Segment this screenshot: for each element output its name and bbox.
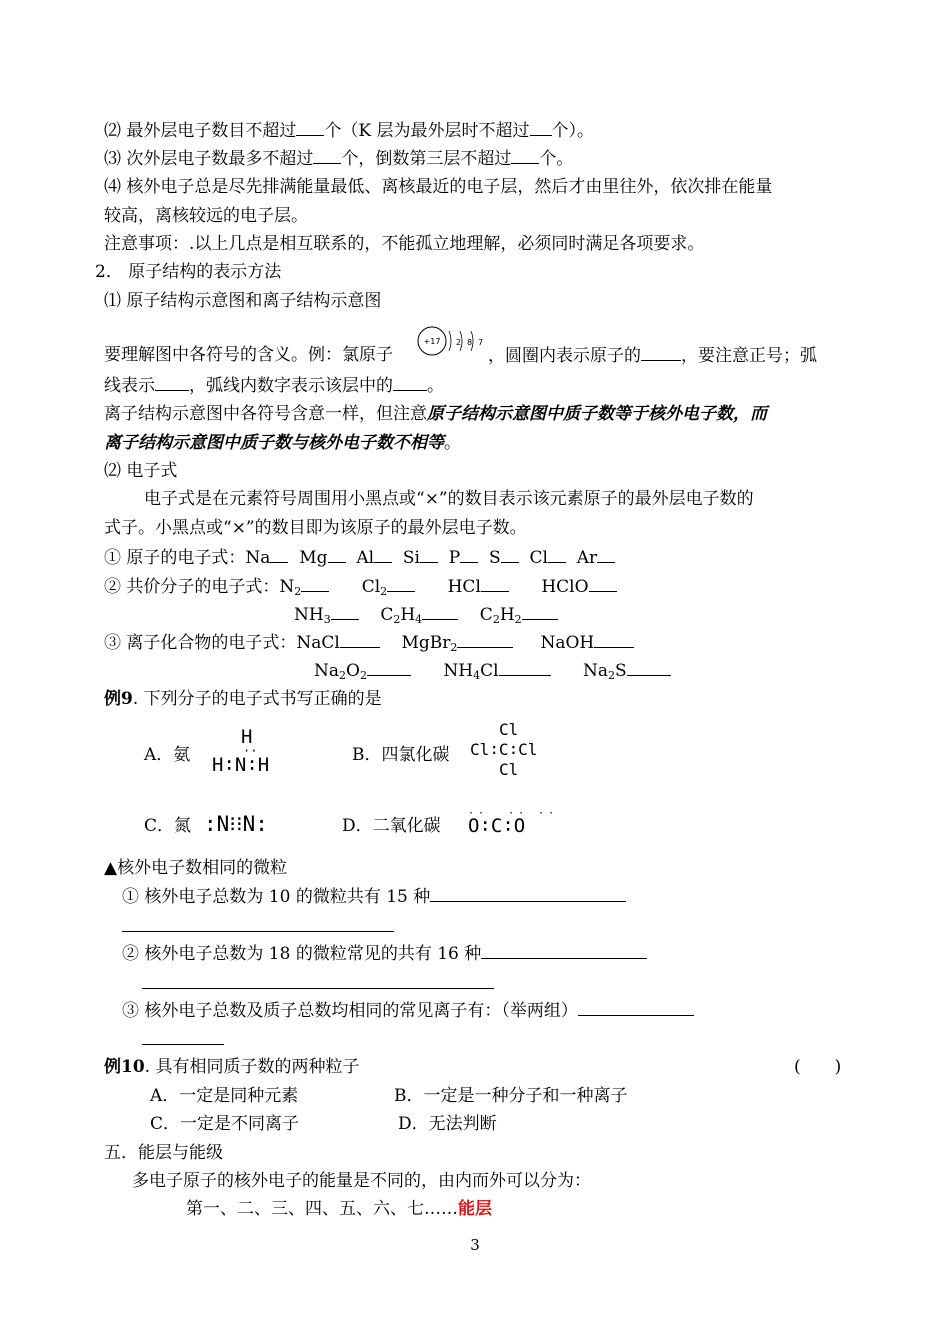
rule-3-text: ⑶ 次外层电子数最多不超过: [104, 149, 314, 169]
lewis-ccl4-top: Cl: [499, 720, 519, 739]
blank-arc-meaning[interactable]: [155, 374, 189, 391]
same-electron-heading: ▲核外电子数相同的微粒: [104, 858, 288, 878]
shell-count-2: 8: [467, 338, 473, 347]
lewis-ccl4: [470, 720, 537, 780]
rule-3: [104, 147, 573, 170]
nucleus-charge: +17: [423, 337, 441, 346]
item-al: Al: [356, 548, 375, 568]
q1-text: ① 核外电子总数为 10 的微粒共有 15 种: [122, 887, 431, 907]
ionic-formula-line-2: [314, 659, 671, 682]
note-line: 注意事项：.以上几点是相互联系的，不能孤立地理解，必须同时满足各项要求。: [104, 234, 705, 254]
blank-al[interactable]: [374, 546, 392, 563]
q3-text: ③ 核外电子总数及质子总数均相同的常见离子有：（举两组）: [122, 1001, 578, 1021]
example-10-stem: [104, 1056, 359, 1078]
ion-diagram-end: 。: [444, 433, 461, 453]
page-number: 3: [470, 1236, 480, 1254]
formula-c2h4-h: H: [400, 605, 416, 625]
subsection-1-heading: ⑴ 原子结构示意图和离子结构示意图: [104, 291, 382, 311]
diagram-explain-c: ，要注意正号；弧: [681, 346, 817, 366]
formula-n2: N: [279, 577, 295, 597]
blank-p[interactable]: [460, 546, 478, 563]
ion-diagram-line2: [104, 432, 461, 454]
blank-hclo[interactable]: [589, 575, 617, 592]
blank-s[interactable]: [501, 546, 519, 563]
lewis-n2: :N⁝⁝N:: [204, 812, 268, 836]
formula-c2h4: C: [380, 605, 394, 625]
formula-nh4cl: NH: [443, 661, 474, 681]
covalent-formula-line: [104, 575, 617, 598]
shell-count-1: 2: [456, 338, 462, 347]
blank-mgbr2[interactable]: [457, 631, 513, 648]
blank-q3-a[interactable]: [578, 999, 694, 1016]
covalent-label: ② 共价分子的电子式：: [104, 577, 280, 597]
formula-na2s-s: S: [615, 661, 627, 681]
example-10-answer-paren[interactable]: ( ): [794, 1057, 842, 1077]
lewis-nh3-row: H∶N∶H: [212, 754, 270, 776]
lewis-nh3-top: H: [241, 726, 253, 748]
rule-2-text: ⑵ 最外层电子数目不超过: [104, 121, 297, 141]
formula-mgbr2: MgBr: [401, 633, 451, 653]
energy-levels-keyword: 能层: [458, 1199, 492, 1219]
ion-diagram-line1: [104, 403, 767, 425]
example-9-stem: [104, 688, 382, 710]
rule-2: [104, 119, 594, 142]
diagram-explain-line: [104, 344, 393, 366]
item-mg: Mg: [299, 548, 328, 568]
blank-nh3[interactable]: [331, 603, 359, 620]
item-s: S: [489, 548, 501, 568]
arc-explain-a: 线表示: [104, 376, 155, 396]
q2-text: ② 核外电子总数为 18 的微粒常见的共有 16 种: [122, 944, 482, 964]
ion-diagram-emphasis-2: 离子结构示意图中质子数与核外电子数不相等: [104, 433, 444, 453]
rule-2-text-b: 个（K 层为最外层时不超过: [324, 121, 530, 141]
blank-nh4cl[interactable]: [499, 659, 551, 676]
formula-na2o2: Na: [314, 661, 340, 681]
energy-levels-list: 第一、二、三、四、五、六、七……: [186, 1199, 458, 1219]
arc-explain-line: [104, 374, 444, 397]
example-9-number: 9: [121, 689, 133, 709]
sub-2: 2: [359, 669, 367, 682]
option-c[interactable]: C．氮: [144, 816, 192, 836]
blank-hcl[interactable]: [481, 575, 509, 592]
sub-2: 2: [294, 585, 302, 598]
sub-2: 2: [608, 669, 615, 682]
formula-nh3: NH: [294, 605, 324, 625]
sub-2: 2: [393, 613, 401, 626]
item-si: Si: [402, 548, 420, 568]
formula-naoh: NaOH: [540, 633, 595, 653]
diagram-explain-b: ，圆圈内表示原子的: [488, 346, 641, 366]
section-5-heading: 五．能层与能级: [104, 1143, 223, 1163]
electron-formula-def-2: 式子。小黑点或“×”的数目即为该原子的最外层电子数。: [104, 518, 527, 538]
blank-nacl[interactable]: [340, 631, 380, 648]
option-d[interactable]: D．二氧化碳: [342, 816, 441, 836]
blank-q2-a[interactable]: [481, 942, 647, 959]
blank-ar[interactable]: [597, 546, 615, 563]
section-2-heading: 2． 原子结构的表示方法: [95, 262, 282, 282]
blank-q1-a[interactable]: [430, 885, 626, 902]
chlorine-atom-diagram: [416, 325, 486, 361]
example-9-text: . 下列分子的电子式书写正确的是: [132, 689, 382, 709]
blank-naoh[interactable]: [594, 631, 634, 648]
rule-3-text-b: 个，倒数第三层不超过: [341, 149, 512, 169]
item-na: Na: [245, 548, 271, 568]
blank-q2-b[interactable]: [142, 972, 494, 989]
sub-4: 4: [415, 613, 423, 626]
lewis-ccl4-bot: Cl: [499, 760, 519, 779]
lewis-ccl4-row: Cl∶C∶Cl: [470, 740, 538, 759]
blank-circle-meaning[interactable]: [641, 344, 681, 361]
formula-hcl: HCl: [447, 577, 481, 597]
lewis-nh3: [212, 726, 269, 776]
energy-levels-line: [186, 1198, 492, 1220]
shell-arc-1: [449, 331, 451, 351]
diagram-explain-a: 要理解图中各符号的含义。例：氯原子: [104, 345, 393, 365]
example-10-label: 例: [104, 1057, 121, 1077]
example-9-label: 例: [104, 689, 121, 709]
lewis-co2: [468, 808, 559, 837]
arc-explain-b: ，弧线内数字表示该层中的: [189, 376, 393, 396]
formula-na2s: Na: [582, 661, 608, 681]
atom-formula-label: ① 原子的电子式：: [104, 548, 246, 568]
electron-formula-def-1: 电子式是在元素符号周围用小黑点或“×”的数目表示该元素原子的最外层电子数的: [144, 489, 754, 509]
section-5-text: 多电子原子的核外电子的能量是不同的，由内而外可以分为：: [132, 1171, 591, 1191]
example-10-option-c[interactable]: C．一定是不同离子: [150, 1114, 300, 1134]
option-a[interactable]: A．氨: [144, 745, 191, 765]
item-cl: Cl: [529, 548, 548, 568]
sub-2: 2: [450, 641, 458, 654]
formula-cl2: Cl: [361, 577, 381, 597]
blank-na[interactable]: [270, 546, 288, 563]
blank-second-outer[interactable]: [313, 147, 341, 164]
blank-na2s[interactable]: [627, 659, 671, 676]
blank-c2h2[interactable]: [522, 603, 558, 620]
rule-3-text-c: 个。: [539, 149, 574, 169]
example-10-option-d[interactable]: D．无法判断: [398, 1114, 497, 1134]
blank-q1-b[interactable]: [122, 915, 394, 932]
lewis-co2-row: O∶C∶O: [468, 815, 526, 837]
covalent-formula-line-2: [294, 603, 558, 626]
sub-2: 2: [492, 613, 500, 626]
example-10-option-b[interactable]: B．一定是一种分子和一种离子: [394, 1086, 628, 1106]
blank-q3-b[interactable]: [142, 1028, 224, 1045]
sub-4: 4: [473, 669, 481, 682]
atom-formula-line: [104, 546, 615, 569]
blank-na2o2[interactable]: [367, 659, 411, 676]
blank-cl2[interactable]: [387, 575, 415, 592]
blank-mg[interactable]: [328, 546, 346, 563]
item-ar: Ar: [576, 548, 598, 568]
diagram-explain-rest: [488, 344, 817, 367]
example-10-number: 10: [121, 1057, 145, 1077]
blank-k-max[interactable]: [530, 119, 552, 136]
shell-count-3: 7: [478, 338, 484, 347]
option-b[interactable]: B．四氯化碳: [352, 745, 450, 765]
rule-2-text-c: 个）。: [551, 121, 595, 141]
example-10-text: . 具有相同质子数的两种粒子: [144, 1057, 360, 1077]
sub-2: 2: [514, 613, 522, 626]
lewis-nh3-dots: ··: [243, 744, 258, 758]
blank-n2[interactable]: [301, 575, 329, 592]
item-p: P: [448, 548, 461, 568]
formula-nh4cl-cl: Cl: [480, 661, 499, 681]
blank-c2h4[interactable]: [422, 603, 458, 620]
ionic-label: ③ 离子化合物的电子式：: [104, 633, 297, 653]
formula-nacl: NaCl: [296, 633, 340, 653]
formula-c2h2-h: H: [499, 605, 515, 625]
same-electron-q1: [122, 885, 626, 908]
formula-c2h2: C: [479, 605, 493, 625]
same-electron-q3: [122, 999, 694, 1022]
ion-diagram-emphasis: 原子结构示意图中质子数等于核外电子数，而: [427, 404, 767, 424]
blank-third-outer[interactable]: [511, 147, 539, 164]
blank-cl[interactable]: [548, 546, 566, 563]
arc-explain-c: 。: [427, 376, 444, 396]
sub-3: 3: [323, 613, 331, 626]
ionic-formula-line: [104, 631, 634, 654]
rule-4-line2: 较高，离核较远的电子层。: [104, 206, 308, 226]
blank-outer-max[interactable]: [296, 119, 324, 136]
lewis-co2-top-dots: ·· ·· ··: [468, 808, 559, 819]
example-10-option-a[interactable]: A．一定是同种元素: [150, 1086, 299, 1106]
rule-4-line1: ⑷ 核外电子总是尽先排满能量最低、离核最近的电子层，然后才由里往外，依次排在能量: [104, 177, 773, 197]
sub-2: 2: [339, 669, 347, 682]
ion-diagram-a: 离子结构示意图中各符号含意一样，但注意: [104, 404, 427, 424]
blank-si[interactable]: [420, 546, 438, 563]
formula-na2o2-o: O: [346, 661, 360, 681]
same-electron-q2: [122, 942, 647, 965]
blank-arc-number[interactable]: [393, 374, 427, 391]
subsection-2-heading: ⑵ 电子式: [104, 461, 178, 481]
formula-hclo: HClO: [541, 577, 589, 597]
sub-2: 2: [380, 585, 388, 598]
